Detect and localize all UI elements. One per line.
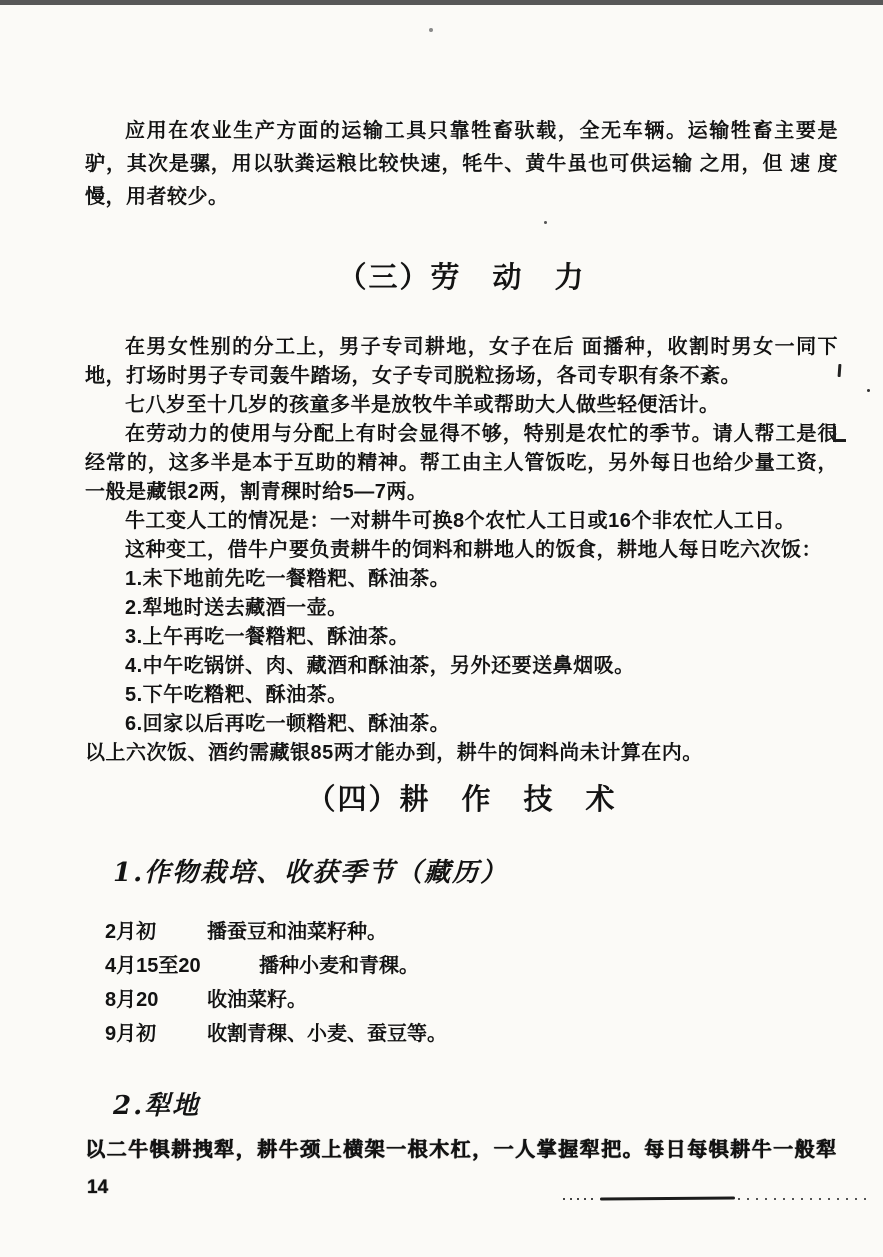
meal-list-item: 4.中午吃锅饼、肉、藏酒和酥油茶，另外还要送鼻烟吸。: [125, 655, 635, 677]
schedule-date: 8月20: [105, 989, 159, 1011]
schedule-gap: [181, 983, 207, 1017]
crop-schedule: [105, 915, 838, 1051]
schedule-date: 4月15至20: [105, 955, 201, 977]
schedule-gap: [181, 915, 207, 949]
meal-list-item: 2.犁地时送去藏酒一壶。: [125, 597, 348, 619]
schedule-row: [105, 1017, 838, 1051]
closing-paragraph: 以上六次饭、酒约需藏银85两才能办到，耕牛的饲料尚未计算在内。: [85, 742, 703, 764]
scan-speck: [544, 221, 547, 224]
page-number: 14: [87, 1177, 109, 1198]
section-4-heading: （四）耕 作 技 术: [306, 784, 617, 816]
section-3-heading: （三）劳 动 力: [337, 262, 586, 294]
scan-mark: [833, 426, 846, 442]
section-3-body: [85, 333, 838, 768]
schedule-row: [105, 915, 838, 949]
schedule-gap: [181, 1017, 207, 1051]
paragraph: 在男女性别的分工上，男子专司耕地，女子在后 面播种，收割时男女一同下地，打场时男子专司轰牛踏场，女子专司脱粒扬场，各司专职有条不紊。: [85, 336, 838, 387]
scan-smudge-line: [600, 1197, 735, 1201]
meal-list-item: 5.下午吃糌粑、酥油茶。: [125, 684, 348, 706]
schedule-activity: 播蚕豆和油菜籽种。: [207, 921, 387, 943]
paragraph: 七八岁至十几岁的孩童多半是放牧牛羊或帮助大人做些轻便活计。: [125, 394, 720, 416]
subsection-1-title: 1.作物栽培、收获季节（藏历）: [113, 858, 509, 888]
schedule-row: [105, 983, 838, 1017]
paragraph: 这种变工，借牛户要负责耕牛的饲料和耕地人的饭食，耕地人每日吃六次饭：: [125, 539, 822, 561]
intro-paragraph: 应用在农业生产方面的运输工具只靠牲畜驮载，全无车辆。运输牲畜主要是驴，其次是骡，用以驮粪运粮比较快速，牦牛、黄牛虽也可供运输 之用，但 速 度 慢，用者较少。: [85, 120, 838, 208]
meal-list-item: 6.回家以后再吃一顿糌粑、酥油茶。: [125, 713, 451, 735]
schedule-gap: [233, 949, 259, 983]
schedule-row: [105, 949, 838, 983]
scan-smudge-dots: [563, 1198, 593, 1200]
scanned-book-page: [0, 5, 883, 1199]
subsection-2-title: 2.犁地: [113, 1091, 201, 1121]
schedule-date: 2月初: [105, 921, 157, 943]
meal-list-item: 3.上午再吃一餐糌粑、酥油茶。: [125, 626, 410, 648]
scan-smudge-dots: [738, 1198, 873, 1200]
schedule-activity: 播种小麦和青稞。: [259, 955, 419, 977]
schedule-date: 9月初: [105, 1023, 157, 1045]
paragraph: 在劳动力的使用与分配上有时会显得不够，特别是农忙的季节。请人帮工是很经常的，这多半是本于互助的精神。帮工由主人管饭吃，另外每日也给少量工资，一般是藏银2两，割青稞时给5—7两。: [85, 423, 838, 503]
paragraph: 牛工变人工的情况是：一对耕牛可换8个农忙人工日或16个非农忙人工日。: [125, 510, 796, 532]
meal-list-item: 1.未下地前先吃一餐糌粑、酥油茶。: [125, 568, 451, 590]
schedule-activity: 收油菜籽。: [207, 989, 307, 1011]
schedule-activity: 收割青稞、小麦、蚕豆等。: [207, 1023, 447, 1045]
plowing-paragraph: 以二牛犋耕拽犁，耕牛颈上横架一根木杠，一人掌握犁把。每日每犋耕牛一般犁: [85, 1139, 838, 1161]
scan-mark: [867, 389, 870, 392]
scan-speck: [429, 28, 433, 32]
